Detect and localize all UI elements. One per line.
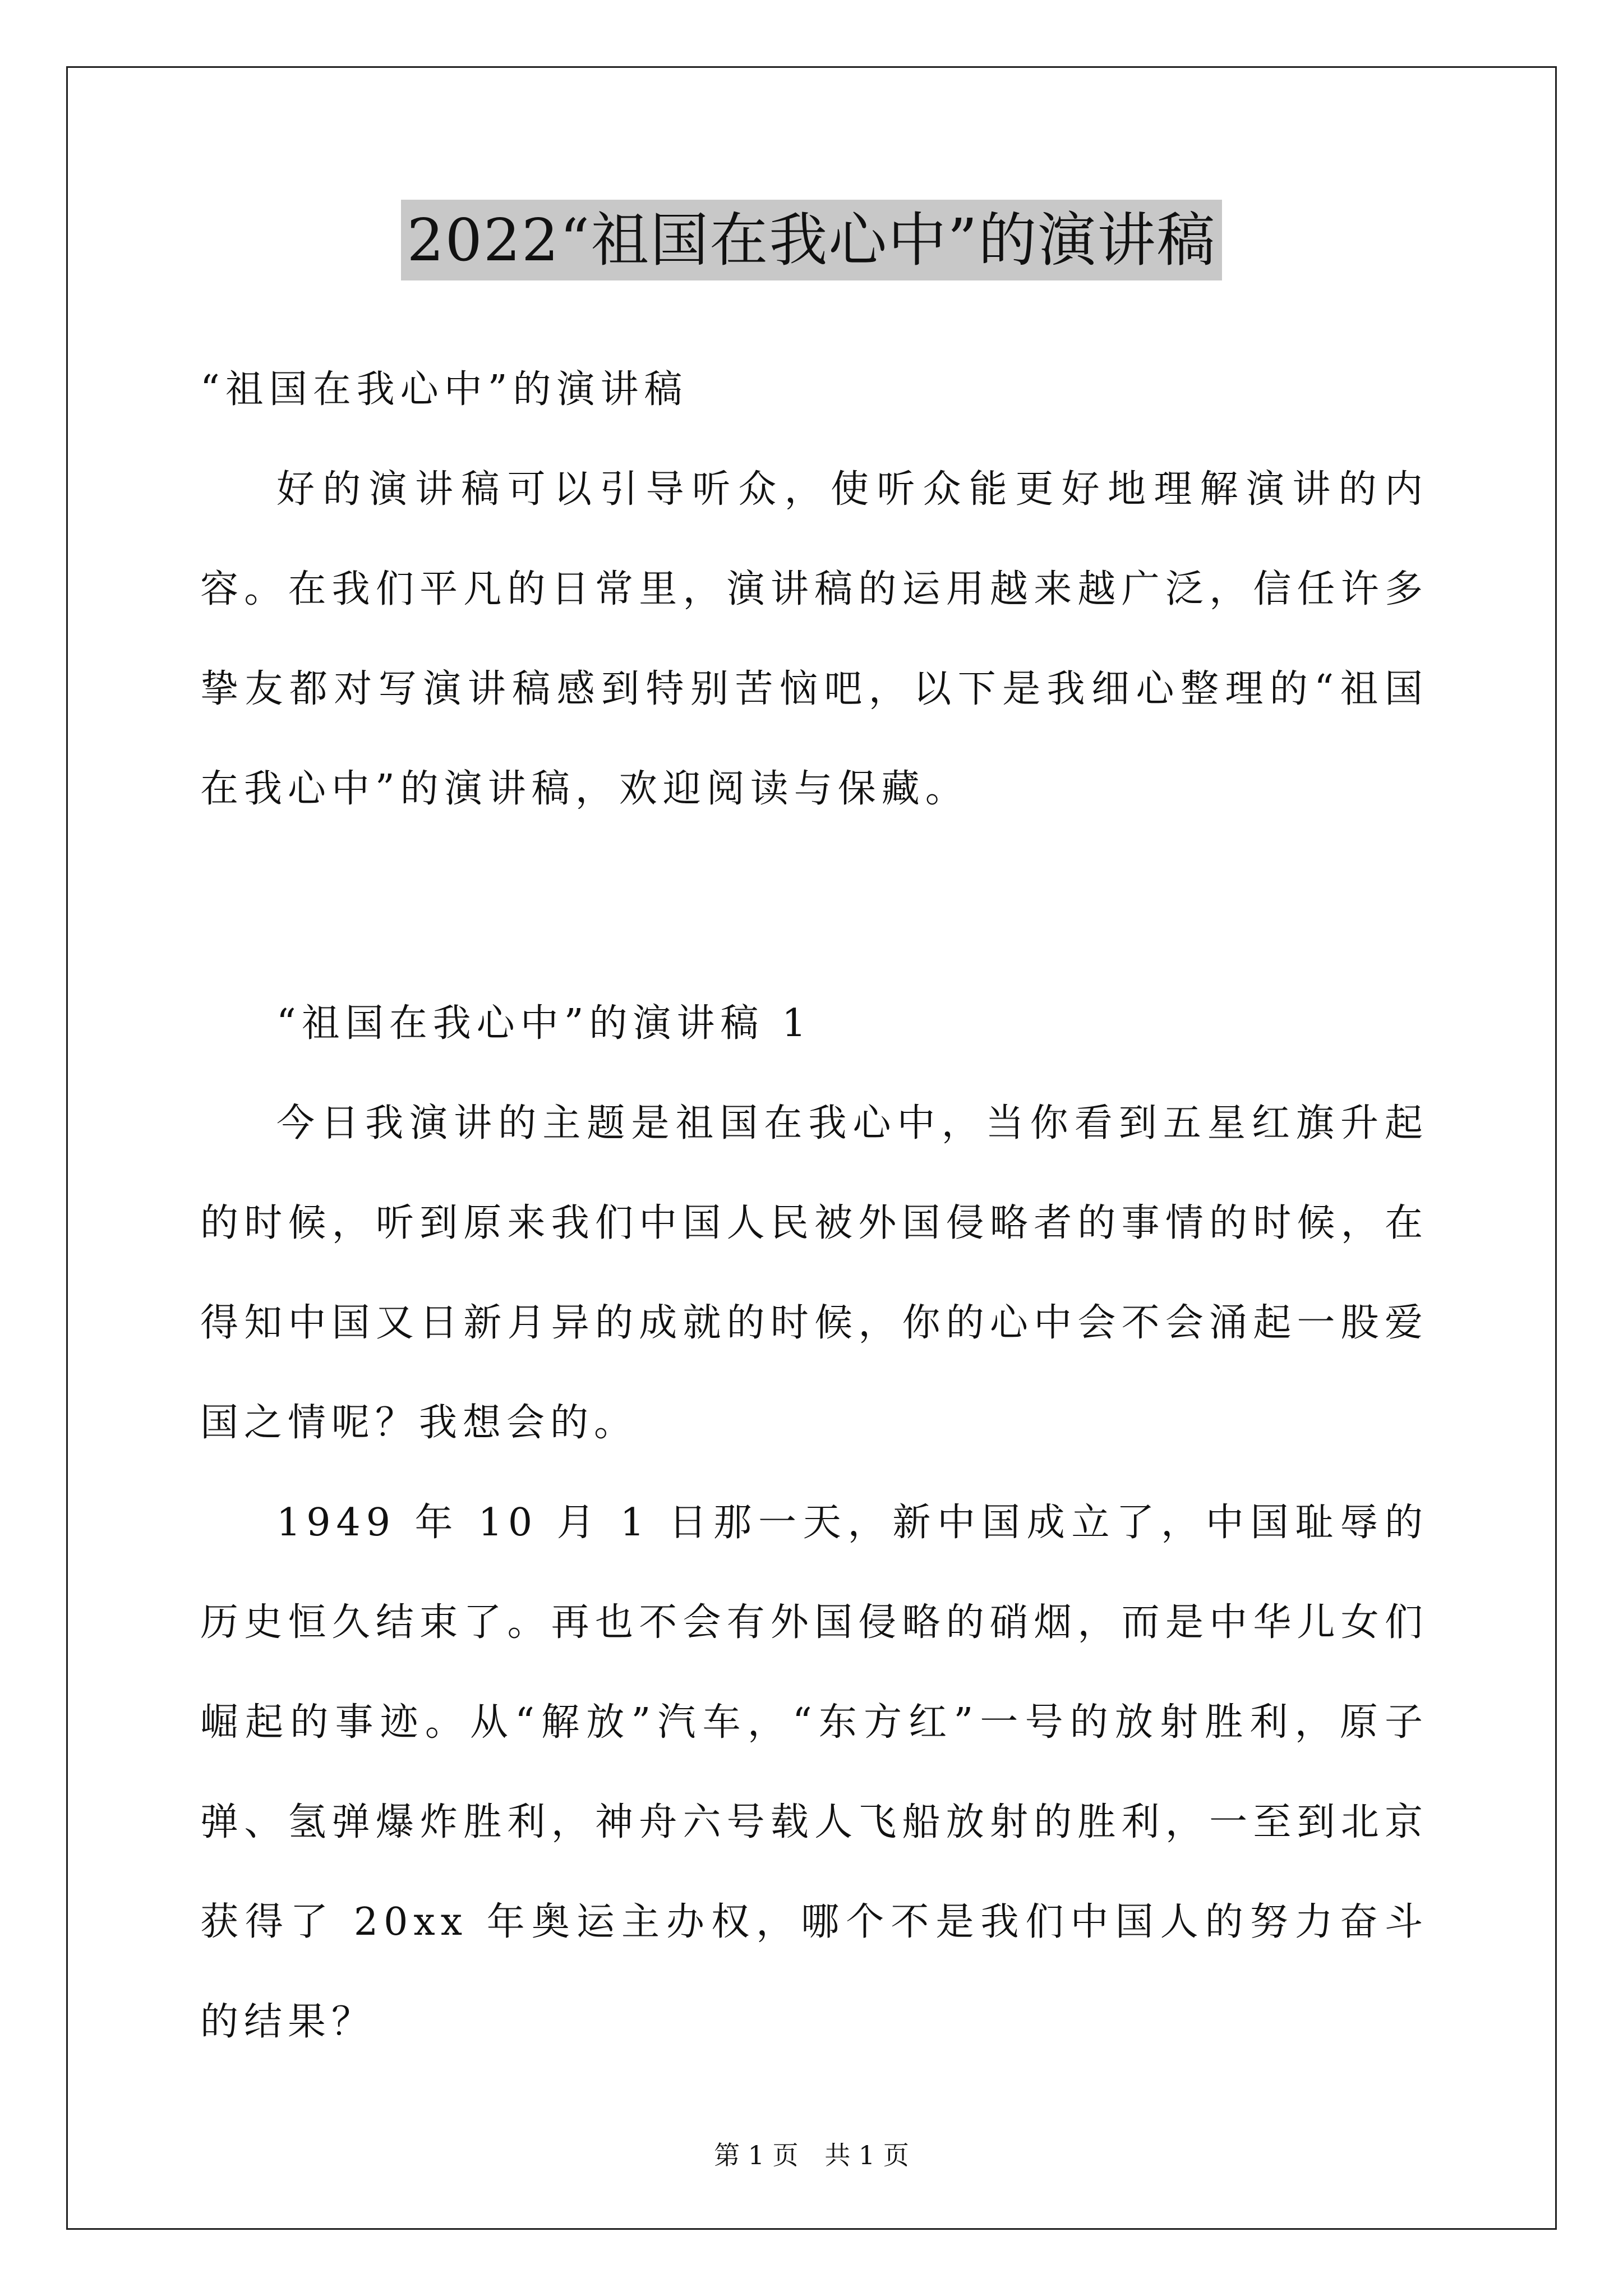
section-heading: “祖国在我心中”的演讲稿 1 — [276, 1001, 812, 1046]
document-subtitle: “祖国在我心中”的演讲稿 — [200, 367, 688, 412]
section-body — [200, 974, 1428, 2072]
page-total: 共 1 页 — [824, 2140, 909, 2170]
document-body — [200, 340, 1428, 839]
intro-paragraph: 好的演讲稿可以引导听众，使听众能更好地理解演讲的内容。在我们平凡的日常里，演讲稿的运用越来越广泛，信任许多挚友都对写演讲稿感到特别苦恼吧，以下是我细心整理的“祖国在我心中”的演讲稿，欢迎阅读与保藏。 — [200, 467, 1428, 811]
body-paragraph: 1949 年 10 月 1 日那一天，新中国成立了，中国耻辱的历史恒久结束了。再也不会有外国侵略的硝烟，而是中华儿女们崛起的事迹。从“解放”汽车，“东方红”一号的放射胜利，原子弹、氢弹爆炸胜利，神舟六号载人飞船放射的胜利，一至到北京获得了 20xx 年奥运主办权，哪个不是我们中国人的努力奋斗的结果？ — [200, 1501, 1428, 2044]
document-title: 2022“祖国在我心中”的演讲稿 — [401, 200, 1221, 280]
page-number: 第 1 页 — [714, 2140, 799, 2170]
body-paragraph: 今日我演讲的主题是祖国在我心中，当你看到五星红旗升起的时候，听到原来我们中国人民被外国侵略者的事情的时候，在得知中国又日新月异的成就的时候，你的心中会不会涌起一股爱国之情呢？我想会的。 — [200, 1101, 1428, 1445]
document-title-wrap — [0, 200, 1623, 280]
page-footer — [0, 2138, 1623, 2172]
